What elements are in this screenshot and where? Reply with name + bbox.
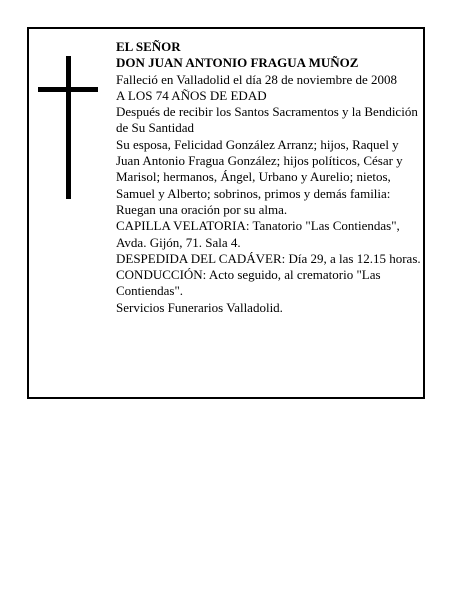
cross-horizontal-bar: [38, 87, 98, 92]
obituary-notice: [27, 27, 425, 399]
funeral-services: Servicios Funerarios Valladolid.: [116, 299, 283, 315]
chapel-info: CAPILLA VELATORIA: Tanatorio "Las Contiendas", Avda. Gijón, 71. Sala 4.: [116, 218, 400, 250]
cross-vertical-bar: [66, 56, 71, 199]
sacraments-text: Después de recibir los Santos Sacramentos y la Bendición de Su Santidad: [116, 104, 418, 136]
notice-title: EL SEÑOR: [116, 39, 181, 54]
death-info: Falleció en Valladolid el día 28 de noviembre de 2008: [116, 71, 397, 87]
notice-text: [116, 39, 421, 316]
farewell-info: DESPEDIDA DEL CADÁVER: Día 29, a las 12.15 horas.: [116, 250, 421, 266]
age-at-death: A LOS 74 AÑOS DE EDAD: [116, 87, 267, 103]
cross-icon: [38, 56, 98, 199]
deceased-name: DON JUAN ANTONIO FRAGUA MUÑOZ: [116, 55, 359, 71]
conduction-info: CONDUCCIÓN: Acto seguido, al crematorio "Las Contiendas".: [116, 267, 381, 299]
family-list: Su esposa, Felicidad González Arranz; hijos, Raquel y Juan Antonio Fragua González; hijos políticos, César y Marisol; hermanos, Ángel, Urbano y Aurelio; nietos, Samuel y Alberto; sobrinos, primos y demás familia:: [116, 136, 403, 201]
prayer-request: Ruegan una oración por su alma.: [116, 201, 288, 217]
